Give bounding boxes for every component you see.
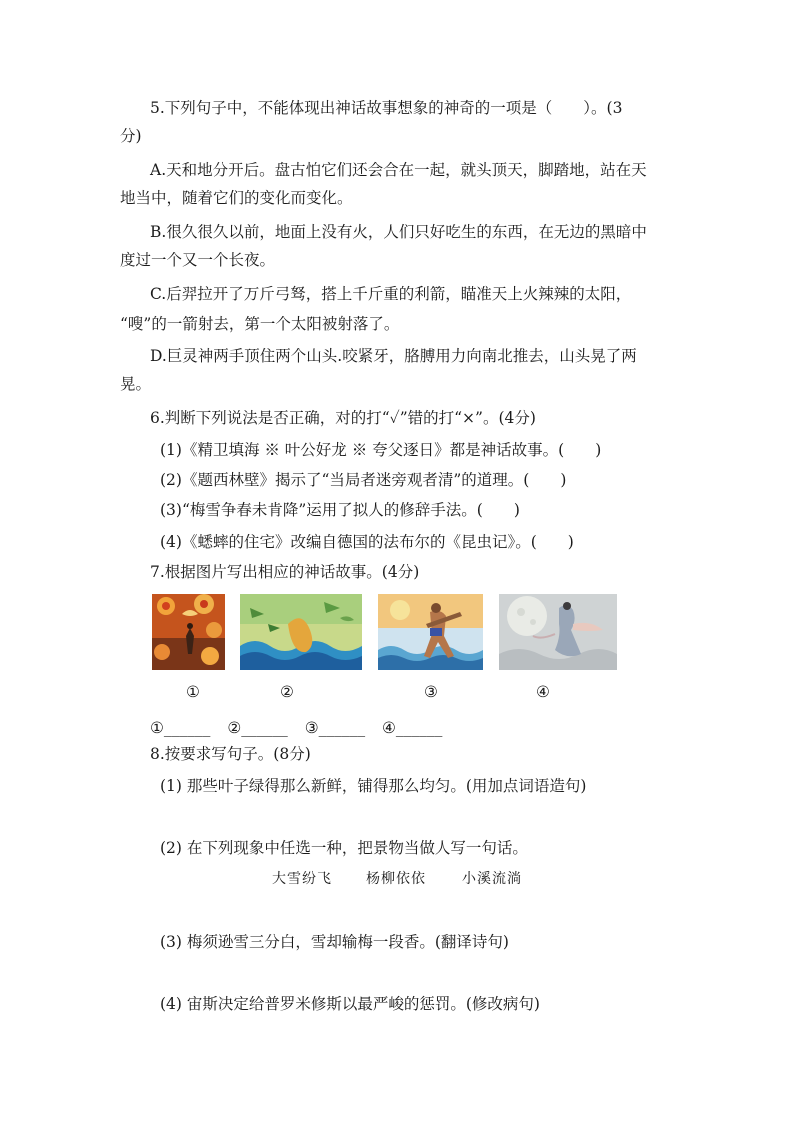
picture-3-hero-running xyxy=(378,594,483,670)
q5-option-b-cont: 度过一个又一个长夜。 xyxy=(120,251,276,269)
answer-blank-1[interactable]: ①______ xyxy=(150,719,211,737)
q5-option-a-cont: 地当中，随着它们的变化而变化。 xyxy=(120,189,353,207)
q5-option-d-cont: 晃。 xyxy=(120,375,152,393)
picture-1-sun-bird xyxy=(152,594,225,670)
q7-stem: 7.根据图片写出相应的神话故事。(4分) xyxy=(150,563,420,581)
q5-stem-cont: 分) xyxy=(120,127,142,145)
answer-blank-2[interactable]: ②______ xyxy=(227,719,288,737)
q7-answer-blanks xyxy=(150,718,454,738)
q5-option-a: A.天和地分开后。盘古怕它们还会合在一起，就头顶天，脚踏地，站在天 xyxy=(150,161,647,179)
q8-sentence-1: (1) 那些叶子绿得那么新鲜，铺得那么均匀。(用加点词语造句) xyxy=(160,777,587,795)
picture-2-bird-sea xyxy=(240,594,362,670)
q6-stem: 6.判断下列说法是否正确，对的打“✓”错的打“×”。(4分) xyxy=(150,409,536,427)
q5-option-b: B.很久很久以前，地面上没有火，人们只好吃生的东西，在无边的黑暗中 xyxy=(150,223,647,241)
q5-stem: 5.下列句子中，不能体现出神话故事想象的神奇的一项是（ ）。(3 xyxy=(150,99,623,117)
q8-sentence-2: (2) 在下列现象中任选一种，把景物当做人写一句话。 xyxy=(160,839,528,857)
q8-stem: 8.按要求写句子。(8分) xyxy=(150,745,311,763)
q6-item-3: (3)“梅雪争春未肯降”运用了拟人的修辞手法。( ) xyxy=(160,501,520,519)
phrase-2: 杨柳依依 xyxy=(366,871,426,887)
q5-option-d: D.巨灵神两手顶住两个山头.咬紧牙，胳膊用力向南北推去，山头晃了两 xyxy=(150,347,637,365)
answer-blank-3[interactable]: ③______ xyxy=(304,719,366,737)
answer-blank-4[interactable]: ④______ xyxy=(382,719,443,737)
q8-sentence-4: (4) 宙斯决定给普罗米修斯以最严峻的惩罚。(修改病句) xyxy=(160,995,540,1013)
picture-label-4: ④ xyxy=(536,683,550,701)
q5-option-c-cont: “嗖”的一箭射去，第一个太阳被射落了。 xyxy=(120,315,400,333)
q5-option-c: C.后羿拉开了万斤弓驽，搭上千斤重的利箭，瞄准天上火辣辣的太阳， xyxy=(150,285,632,303)
picture-label-1: ① xyxy=(186,683,200,701)
phrase-1: 大雪纷飞 xyxy=(272,871,332,887)
picture-label-3: ③ xyxy=(424,683,438,701)
q6-item-4: (4)《蟋蟀的住宅》改编自德国的法布尔的《昆虫记》。( ) xyxy=(160,533,574,551)
picture-4-lady-moon xyxy=(499,594,617,670)
q6-item-1: (1)《精卫填海 ※ 叶公好龙 ※ 夸父逐日》都是神话故事。( ) xyxy=(160,441,602,459)
phrase-3: 小溪流淌 xyxy=(462,871,522,887)
q8-sentence-3: (3) 梅须逊雪三分白，雪却输梅一段香。(翻译诗句) xyxy=(160,933,509,951)
picture-label-2: ② xyxy=(280,683,294,701)
q6-item-2: (2)《题西林壁》揭示了“当局者迷旁观者清”的道理。( ) xyxy=(160,471,567,489)
